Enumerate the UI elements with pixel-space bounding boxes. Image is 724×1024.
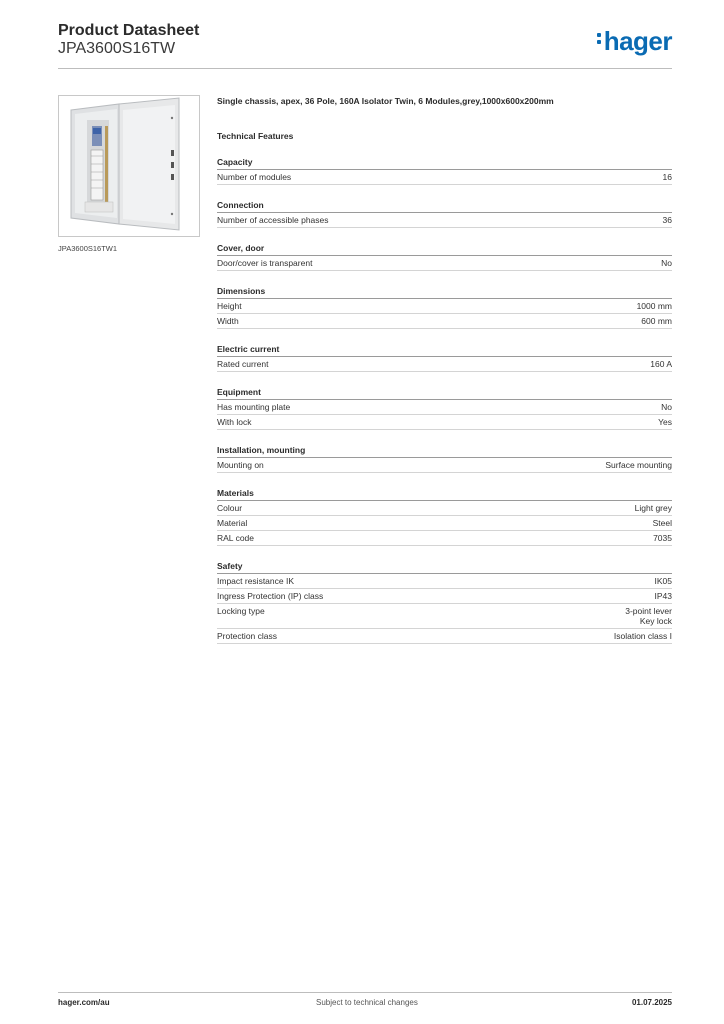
spec-label: Protection class	[217, 631, 277, 641]
spec-content	[217, 96, 672, 644]
section-title: Safety	[217, 561, 672, 574]
footer-date: 01.07.2025	[631, 998, 672, 1007]
spec-row	[217, 170, 672, 185]
spec-label: Colour	[217, 503, 243, 513]
section-title: Dimensions	[217, 286, 672, 299]
spec-value: IK05	[654, 576, 672, 586]
spec-value: Surface mounting	[605, 460, 672, 470]
spec-label: Impact resistance IK	[217, 576, 295, 586]
section-capacity	[217, 157, 672, 185]
spec-label: Ingress Protection (IP) class	[217, 591, 324, 601]
logo-text: hager	[603, 26, 672, 56]
section-title: Installation, mounting	[217, 445, 672, 458]
spec-row	[217, 357, 672, 372]
spec-value: 1000 mm	[636, 301, 672, 311]
product-code: JPA3600S16TW	[58, 40, 176, 57]
spec-value: 36	[662, 215, 672, 225]
spec-label: Mounting on	[217, 460, 264, 470]
spec-row	[217, 415, 672, 430]
spec-value	[625, 606, 672, 626]
spec-label: Number of modules	[217, 172, 292, 182]
document-title: Product Datasheet	[58, 22, 200, 39]
section-title: Capacity	[217, 157, 672, 170]
spec-label: Height	[217, 301, 242, 311]
spec-label: Rated current	[217, 359, 269, 369]
spec-row	[217, 213, 672, 228]
spec-row	[217, 256, 672, 271]
technical-features-title: Technical Features	[217, 131, 294, 141]
footer-divider	[58, 992, 672, 993]
footer-website: hager.com/au	[58, 998, 110, 1007]
spec-row	[217, 604, 672, 629]
section-equipment	[217, 387, 672, 430]
logo-dots-icon	[597, 33, 602, 47]
spec-label: RAL code	[217, 533, 255, 543]
page-header	[58, 22, 672, 58]
spec-label: Locking type	[217, 606, 265, 616]
spec-value: Light grey	[634, 503, 672, 513]
spec-label: With lock	[217, 417, 252, 427]
section-materials	[217, 488, 672, 546]
product-image	[58, 95, 200, 237]
spec-value: Yes	[658, 417, 672, 427]
spec-value: Steel	[652, 518, 672, 528]
hager-logo	[597, 28, 672, 54]
spec-label: Has mounting plate	[217, 402, 291, 412]
spec-value: No	[661, 258, 672, 268]
spec-value: 600 mm	[641, 316, 672, 326]
spec-row	[217, 400, 672, 415]
spec-value: 7035	[653, 533, 672, 543]
footer-notice: Subject to technical changes	[316, 998, 418, 1007]
section-title: Connection	[217, 200, 672, 213]
spec-row	[217, 299, 672, 314]
image-caption: JPA3600S16TW1	[58, 244, 118, 253]
spec-row	[217, 516, 672, 531]
spec-value-line: 3-point lever	[625, 606, 672, 616]
spec-value-line: Key lock	[639, 616, 672, 626]
enclosure-image-icon	[59, 96, 199, 236]
section-title: Cover, door	[217, 243, 672, 256]
spec-row	[217, 574, 672, 589]
section-installation-mounting	[217, 445, 672, 473]
spec-label: Number of accessible phases	[217, 215, 329, 225]
spec-label: Material	[217, 518, 248, 528]
spec-value: Isolation class I	[613, 631, 672, 641]
spec-row	[217, 629, 672, 644]
section-connection	[217, 200, 672, 228]
spec-row	[217, 314, 672, 329]
section-title: Equipment	[217, 387, 672, 400]
section-electric-current	[217, 344, 672, 372]
spec-value: IP43	[654, 591, 672, 601]
section-title: Electric current	[217, 344, 672, 357]
section-title: Materials	[217, 488, 672, 501]
spec-row	[217, 589, 672, 604]
spec-label: Width	[217, 316, 239, 326]
spec-row	[217, 458, 672, 473]
section-dimensions	[217, 286, 672, 329]
spec-label: Door/cover is transparent	[217, 258, 313, 268]
section-cover-door	[217, 243, 672, 271]
spec-row	[217, 501, 672, 516]
spec-value: No	[661, 402, 672, 412]
spec-value: 160 A	[650, 359, 672, 369]
product-description: Single chassis, apex, 36 Pole, 160A Isolator Twin, 6 Modules,grey,1000x600x200mm	[217, 96, 554, 106]
section-safety	[217, 561, 672, 644]
header-divider	[58, 68, 672, 69]
spec-row	[217, 531, 672, 546]
spec-value: 16	[662, 172, 672, 182]
